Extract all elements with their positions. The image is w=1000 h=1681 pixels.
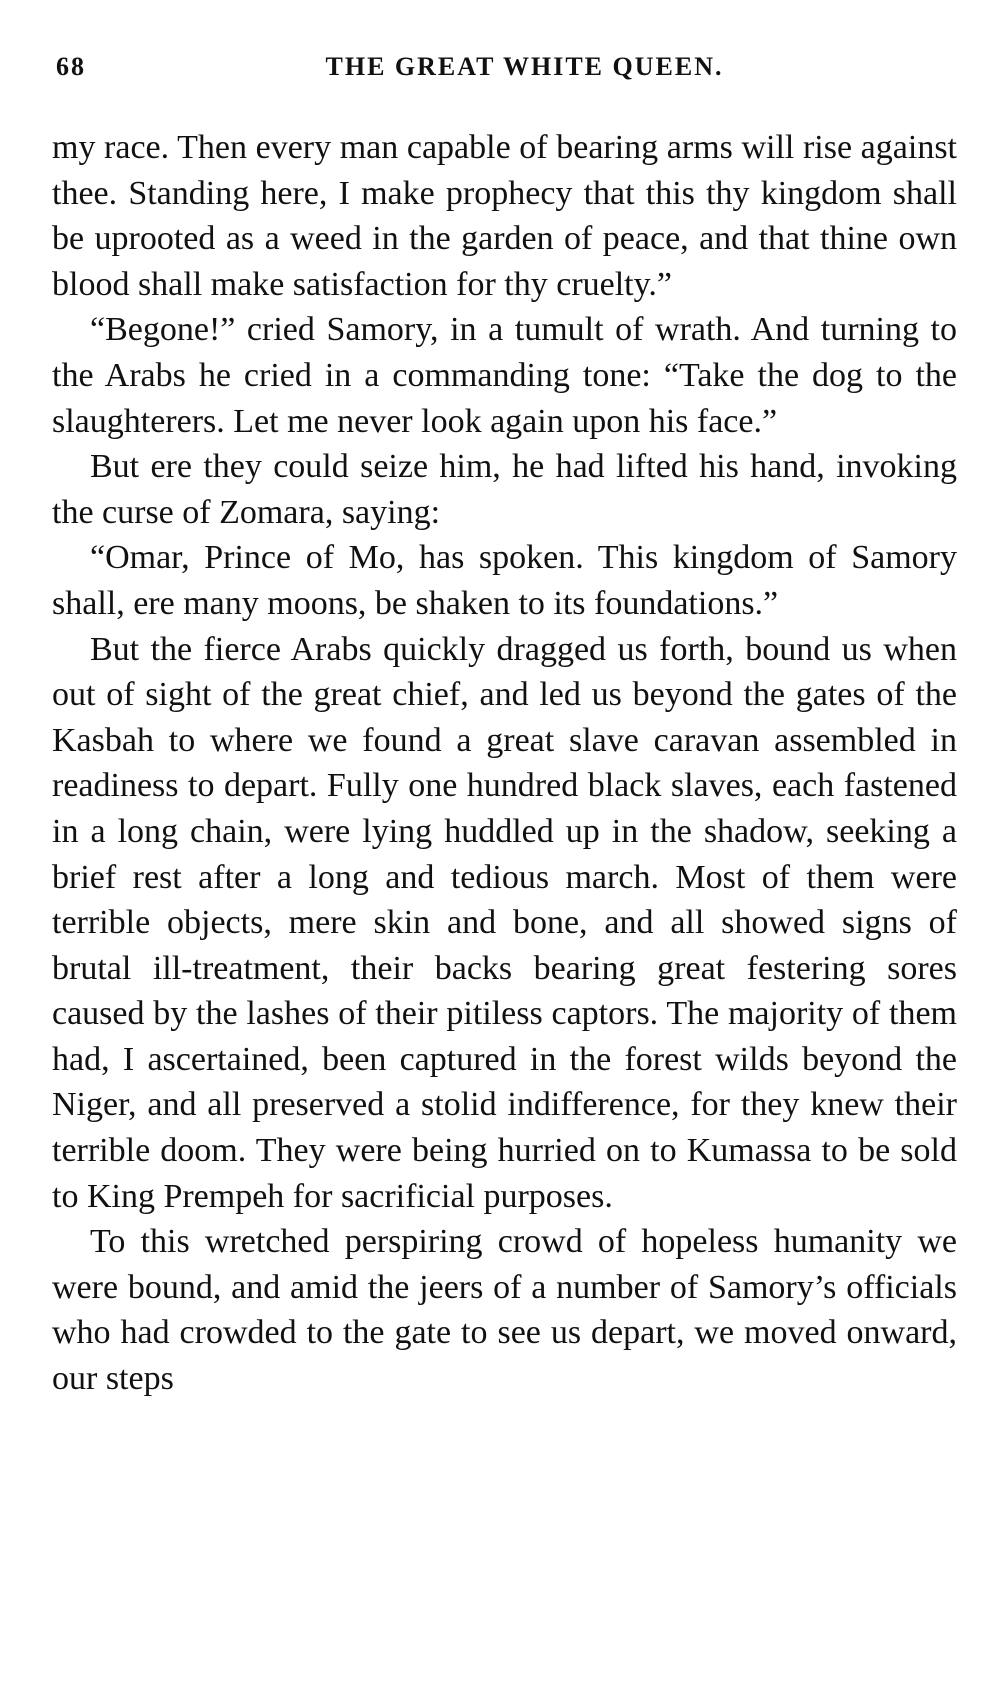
paragraph-departure: To this wretched perspiring crowd of hopeless humanity we were bound, and amid the jeers of a number of Samory’s officials who had crowded to the gate to see us depart, we moved onward, our steps [52,1223,957,1398]
running-title: THE GREAT WHITE QUEEN. [325,52,724,81]
paragraph-begone: “Begone!” cried Samory, in a tumult of wrath. And turning to the Arabs he cried in a commanding tone: “Take the dog to the slaughterers. Let me never look again upon his face.” [52,311,957,440]
running-head [52,52,957,92]
paragraph-omar-speech: “Omar, Prince of Mo, has spoken. This kingdom of Samory shall, ere many moons, be shaken to its foundations.” [52,539,957,622]
paragraph-continued: my race. Then every man capable of bearing arms will rise against thee. Standing here, I make prophecy that this thy kingdom shall be uprooted as a weed in the garden of peace, and that thine own blood shall make satisfaction for thy cruelty.” [52,129,957,303]
book-page [52,52,957,1402]
page-number: 68 [56,52,86,81]
paragraph-slave-caravan: But the fierce Arabs quickly dragged us forth, bound us when out of sight of the great chief, and led us beyond the gates of the Kasbah to where we found a great slave caravan assembled in readiness to depart. Fully one hundred black slaves, each fastened in a long chain, were lying huddled up in the shadow, seeking a brief rest after a long and tedious march. Most of them were terrible objects, mere skin and bone, and all showed signs of brutal ill-treatment, their backs bearing great festering sores caused by the lashes of their pitiless captors. The majority of them had, I ascertained, been captured in the forest wilds beyond the Niger, and all preserved a stolid indifference, for they knew their terrible doom. They were being hurried on to Kumassa to be sold to King Prempeh for sacrificial purposes. [52,630,957,1215]
body-text [52,125,957,1402]
paragraph-curse: But ere they could seize him, he had lifted his hand, invoking the curse of Zomara, saying: [52,448,957,531]
